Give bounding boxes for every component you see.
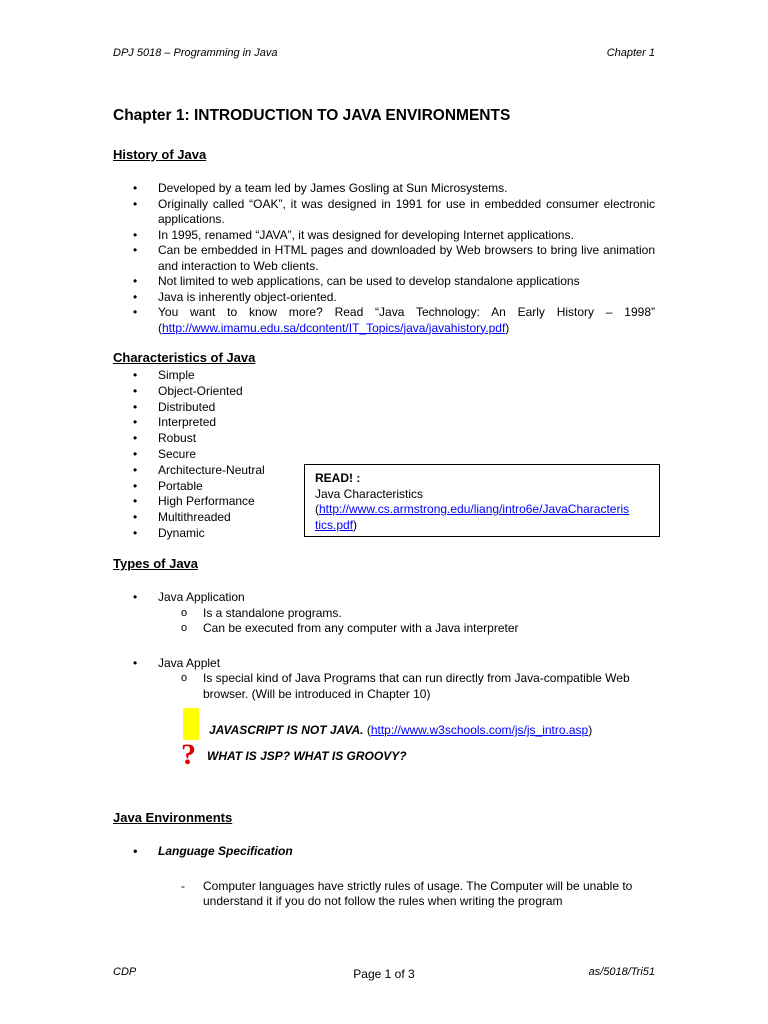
read-box-text: Java Characteristics	[315, 486, 424, 501]
sub-item: o Is a standalone programs.	[113, 606, 658, 622]
svg-text:?: ?	[181, 738, 196, 766]
page-number: Page 1 of 3	[353, 967, 415, 981]
list-item: • Java Application	[113, 590, 658, 606]
list-item: • Multithreaded	[113, 510, 303, 526]
history-list	[113, 181, 655, 336]
list-item: • Robust	[113, 431, 303, 447]
exclamation-question-icon	[178, 708, 208, 766]
list-item: • High Performance	[113, 494, 303, 510]
list-item: • Portable	[113, 479, 303, 495]
list-item: • Java Applet	[113, 656, 658, 672]
read-box-link-wrap: tics.pdf)	[315, 517, 358, 532]
section-heading-types: Types of Java	[113, 556, 199, 571]
history-pdf-link[interactable]: http://www.imamu.edu.sa/dcontent/IT_Topics/java/javahistory.pdf	[162, 320, 506, 335]
sub-item: o Is special kind of Java Programs that can run directly from Java-compatible Web browser. (Will be introduced in Chapter 10)	[113, 671, 658, 702]
list-item: • Language Specification	[113, 844, 658, 860]
section-heading-characteristics: Characteristics of Java	[113, 350, 256, 365]
page-title: Chapter 1: INTRODUCTION TO JAVA ENVIRONMENTS	[113, 107, 511, 124]
read-box-title: READ! :	[315, 471, 361, 485]
list-item: • Secure	[113, 447, 303, 463]
page-header-left: DPJ 5018 – Programming in Java	[113, 47, 278, 59]
types-list	[113, 590, 658, 702]
read-box-link-wrap: (http://www.cs.armstrong.edu/liang/intro6e/JavaCharacteris	[315, 502, 630, 516]
section-heading-history: History of Java	[113, 147, 207, 162]
note-line-1-text: JAVASCRIPT IS NOT JAVA.	[209, 723, 364, 737]
read-box-link[interactable]: http://www.cs.armstrong.edu/liang/intro6e/JavaCharacteris	[319, 502, 630, 516]
note-line-2: WHAT IS JSP? WHAT IS GROOVY?	[207, 749, 407, 763]
read-box	[304, 464, 660, 537]
history-more-text: You want to know more? Read “Java Technology: An Early History – 1998”	[158, 305, 655, 319]
characteristics-list	[113, 368, 303, 542]
note-line-1: JAVASCRIPT IS NOT JAVA. (http://www.w3schools.com/js/js_intro.asp)	[209, 723, 593, 737]
list-item: • Dynamic	[113, 526, 303, 542]
list-item: • Architecture-Neutral	[113, 463, 303, 479]
list-item: • In 1995, renamed “JAVA”, it was designed for developing Internet applications.	[113, 228, 655, 244]
list-item: • Distributed	[113, 400, 303, 416]
list-item: • Not limited to web applications, can be used to develop standalone applications	[113, 274, 655, 290]
sub-item: - Computer languages have strictly rules of usage. The Computer will be unable to understand it if you do not follow the rules when writing the program	[113, 879, 658, 910]
list-item: • You want to know more? Read “Java Technology: An Early History – 1998” (http://www.imamu.edu.sa/dcontent/IT_Topics/java/javahistory.pdf)	[113, 305, 655, 336]
w3schools-link[interactable]: http://www.w3schools.com/js/js_intro.asp	[370, 723, 589, 737]
list-item: • Java is inherently object-oriented.	[113, 290, 655, 306]
list-item: • Object-Oriented	[113, 384, 303, 400]
read-box-link-cont[interactable]: tics.pdf	[315, 517, 354, 532]
footer-right: as/5018/Tri51	[588, 966, 655, 978]
section-heading-environments: Java Environments	[113, 810, 233, 825]
list-item: • Can be embedded in HTML pages and downloaded by Web browsers to bring live animation and interaction to Web clients.	[113, 243, 655, 274]
environments-list	[113, 844, 658, 910]
sub-item: o Can be executed from any computer with a Java interpreter	[113, 621, 658, 637]
list-item: • Originally called “OAK”, it was designed in 1991 for use in embedded consumer electronic applications.	[113, 197, 655, 228]
page-header-right: Chapter 1	[606, 47, 655, 59]
footer-left: CDP	[113, 966, 137, 978]
list-item: • Developed by a team led by James Gosling at Sun Microsystems.	[113, 181, 655, 197]
list-item: • Interpreted	[113, 415, 303, 431]
list-item: • Simple	[113, 368, 303, 384]
